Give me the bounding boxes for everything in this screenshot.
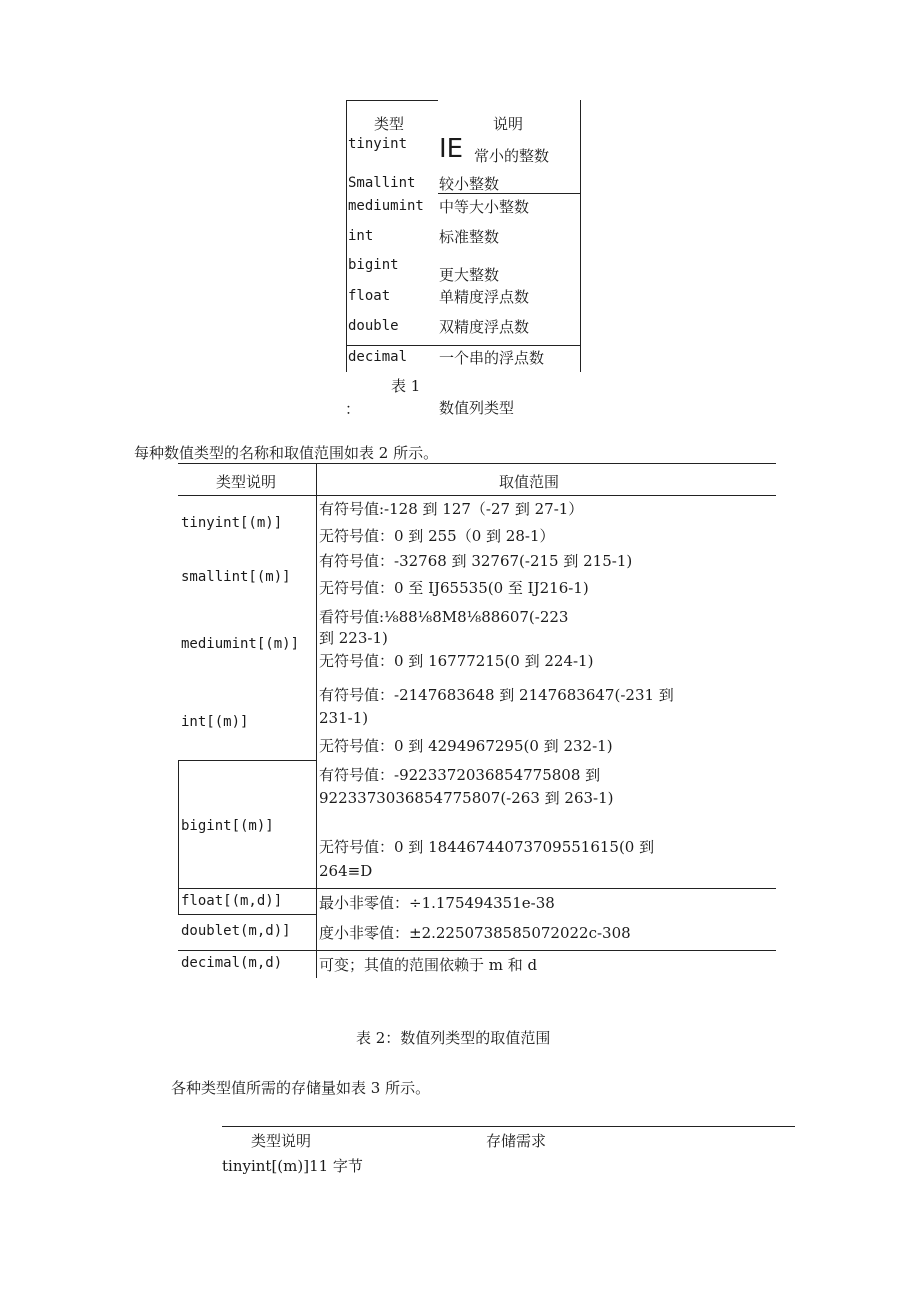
table1-row-desc: 中等大小整数 [439, 198, 530, 216]
table1-row-desc: 标准整数 [439, 228, 500, 246]
table1-row-desc: 更大整数 [439, 266, 500, 284]
table2-row-range-line: 无符号值：0 到 4294967295(0 到 232-1) [319, 737, 613, 755]
table1-row-type: int [348, 228, 374, 244]
table1-caption-label: 表 1 [391, 377, 421, 395]
table3-header-type: 类型说明 [251, 1132, 312, 1150]
table1-caption-text: 数值列类型 [439, 399, 515, 417]
table2-row-range-line: 无符号值：0 到 255（0 到 28-1） [319, 527, 555, 545]
table1-row-desc: 双精度浮点数 [439, 318, 530, 336]
table2-row-range-line: 9223373036854775807(-263 到 263-1) [319, 789, 614, 807]
table2-row-range-line: 到 223-1) [319, 629, 388, 647]
table2-row-range-line: 231-1) [319, 709, 369, 727]
table1-caption-colon: ： [345, 400, 361, 418]
table2-row-range-line: 看符号值:⅛88⅛8M8⅛88607(-223 [319, 608, 569, 626]
table2-header-type: 类型说明 [216, 473, 277, 491]
table1-row-desc: 单精度浮点数 [439, 288, 530, 306]
table2-row-type: float[(m,d)] [181, 893, 283, 909]
table2-row-range-line: 无符号值：0 到 18446744073709551615(0 到 [319, 838, 655, 856]
table1-header-desc: 说明 [493, 115, 524, 133]
table2-row-range-line: 可变；其值的范围依赖于 m 和 d [319, 956, 538, 974]
table1-row-type: Smallint [348, 175, 416, 191]
table2-row-range-line: 264≡D [319, 862, 373, 880]
table2-row-range-line: 度小非零值：±2.2250738585072022c-308 [319, 924, 631, 942]
table2-row-type: smallint[(m)] [181, 569, 291, 585]
table1-row-type: double [348, 318, 399, 334]
intro-paragraph-3: 各种类型值所需的存储量如表 3 所示。 [171, 1079, 431, 1097]
table1-row-desc-big: IE [439, 134, 464, 164]
table2-row-type: bigint[(m)] [181, 818, 274, 834]
table2-row-range-line: 有符号值：-2147683648 到 2147683647(-231 到 [319, 686, 674, 704]
table1-row-type: bigint [348, 257, 399, 273]
intro-paragraph-2: 每种数值类型的名称和取值范围如表 2 所示。 [134, 444, 439, 462]
table1-row-desc: 常小的整数 [474, 147, 550, 165]
table2-row-range-line: 无符号值：0 至 IJ65535(0 至 IJ216-1) [319, 579, 589, 597]
table2-header-range: 取值范围 [499, 473, 560, 491]
table2-row-range-line: 无符号值：0 到 16777215(0 到 224-1) [319, 652, 594, 670]
table2-row-range-line: 有符号值：-32768 到 32767(-215 到 215-1) [319, 552, 633, 570]
table1-row-desc: 一个串的浮点数 [439, 349, 545, 367]
table1-row-type: tinyint [348, 136, 408, 152]
table1-header-type: 类型 [374, 115, 405, 133]
table1-row-type: float [348, 288, 391, 304]
table2-row-range-line: 最小非零值：÷1.175494351e-38 [319, 894, 555, 912]
table1-row-type: decimal [348, 349, 408, 365]
table2-row-type: mediumint[(m)] [181, 636, 300, 652]
table2-row-type: decimal(m,d) [181, 955, 283, 971]
table3-header-storage: 存储需求 [486, 1132, 547, 1150]
table1-row-type: mediumint [348, 198, 424, 214]
table2-row-type: int[(m)] [181, 714, 249, 730]
table2-row-range-line: 有符号值:-128 到 127（-27 到 27-1） [319, 500, 584, 518]
table1-row-desc: 较小整数 [439, 175, 500, 193]
table3-row: tinyint[(m)]11 字节 [222, 1157, 363, 1175]
table2-caption: 表 2：数值列类型的取值范围 [356, 1029, 551, 1047]
table2-row-type: tinyint[(m)] [181, 515, 283, 531]
table2-row-type: doublet(m,d)] [181, 923, 291, 939]
table2-row-range-line: 有符号值：-9223372036854775808 到 [319, 766, 601, 784]
